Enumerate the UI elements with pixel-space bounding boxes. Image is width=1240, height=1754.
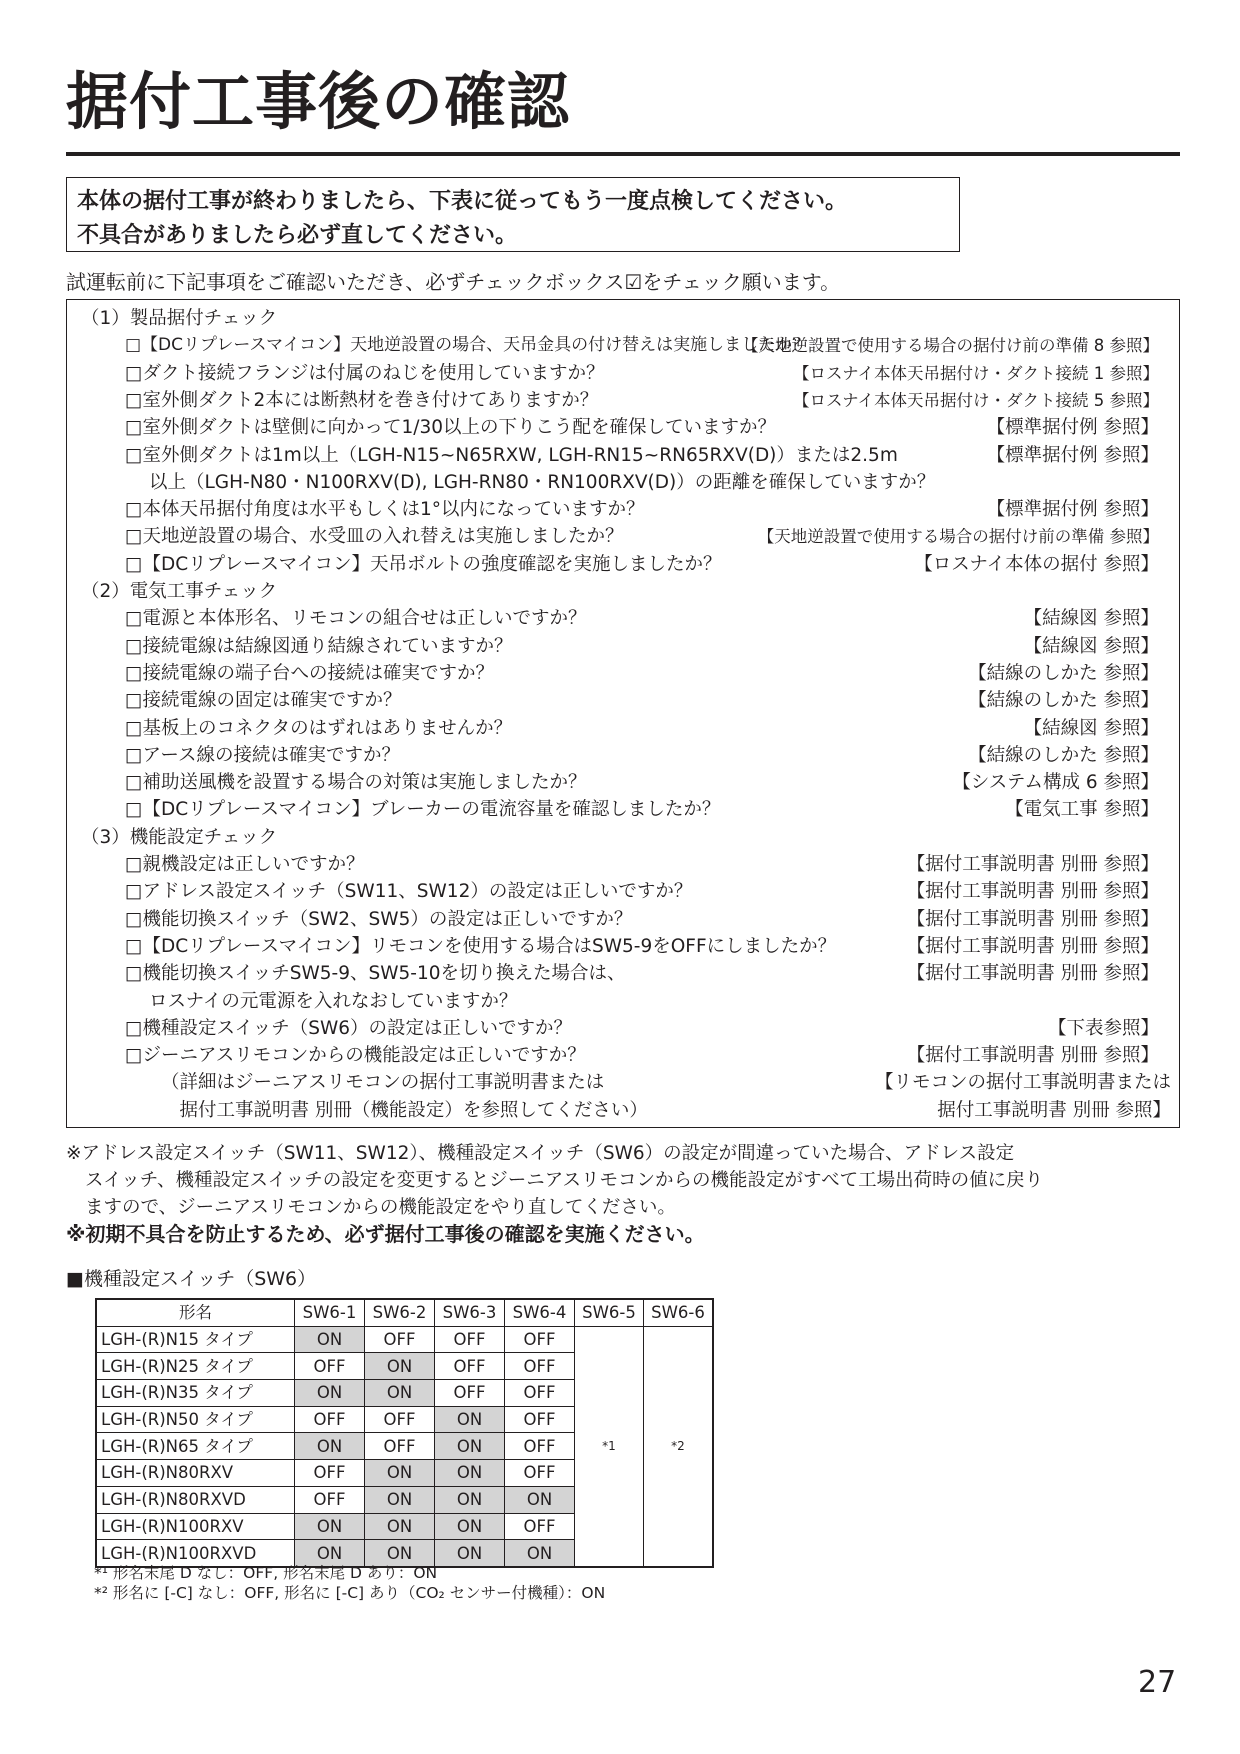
checklist-row xyxy=(67,469,1179,496)
page-title: 据付工事後の確認 xyxy=(66,65,571,138)
checklist-row xyxy=(67,906,1179,933)
switch-value-cell: ON xyxy=(505,1540,575,1567)
checklist-row xyxy=(67,715,1179,742)
model-cell: LGH-(R)N80RXV xyxy=(96,1460,295,1487)
switch-value-cell: OFF xyxy=(295,1460,365,1487)
checklist-row xyxy=(67,1069,1179,1096)
switch-value-cell: ON xyxy=(435,1460,505,1487)
column-header: SW6-4 xyxy=(505,1299,575,1326)
check-item: □室外側ダクトは壁側に向かって1/30以上の下りこう配を確保していますか？ xyxy=(125,417,777,439)
checklist-row xyxy=(67,796,1179,823)
table-row xyxy=(96,1326,713,1353)
check-item: □機種設定スイッチ（SW6）の設定は正しいですか？ xyxy=(125,1017,573,1039)
model-cell: LGH-(R)N80RXVD xyxy=(96,1486,295,1513)
check-item-continuation: 据付工事説明書 別冊（機能設定）を参照してください） xyxy=(161,1099,648,1121)
switch-value-cell: ON xyxy=(435,1513,505,1540)
checklist-row xyxy=(67,1015,1179,1042)
checklist-row xyxy=(67,660,1179,687)
section-heading: （1）製品据付チェック xyxy=(81,308,278,329)
checklist-row xyxy=(67,988,1179,1015)
switch-value-cell: ON xyxy=(365,1460,435,1487)
reference-label: 【天地逆設置で使用する場合の据付け前の準備 参照】 xyxy=(757,527,1159,547)
model-cell: LGH-(R)N15 タイプ xyxy=(96,1326,295,1353)
reference-label: 【天地逆設置で使用する場合の据付け前の準備 8 参照】 xyxy=(742,336,1159,356)
switch-value-cell: OFF xyxy=(295,1486,365,1513)
intro-box xyxy=(66,177,960,252)
table-title: ■機種設定スイッチ（SW6） xyxy=(66,1268,317,1290)
section-heading: （3）機能設定チェック xyxy=(81,826,278,848)
checklist-row xyxy=(67,851,1179,878)
model-cell: LGH-(R)N50 タイプ xyxy=(96,1406,295,1433)
switch-value-cell: OFF xyxy=(435,1353,505,1380)
check-item-continuation: （詳細はジーニアスリモコンの据付工事説明書または xyxy=(161,1072,605,1094)
pre-check-note: 試運転前に下記事項をご確認いただき、必ずチェックボックス☑をチェック願います。 xyxy=(66,270,841,294)
note-text: ますので、ジーニアスリモコンからの機能設定をやり直してください。 xyxy=(85,1197,676,1218)
switch-value-cell: OFF xyxy=(295,1353,365,1380)
switch-value-cell: ON xyxy=(435,1406,505,1433)
checklist-row xyxy=(67,578,1179,605)
checklist-row xyxy=(67,633,1179,660)
model-cell: LGH-(R)N65 タイプ xyxy=(96,1433,295,1460)
switch-value-cell: ON xyxy=(295,1326,365,1353)
check-item: □電源と本体形名、リモコンの組合せは正しいですか？ xyxy=(125,608,587,630)
switch-value-cell: OFF xyxy=(435,1326,505,1353)
notes-block xyxy=(66,1140,1180,1248)
check-item: □【DCリプレースマイコン】リモコンを使用する場合はSW5-9をOFFにしましたか？ xyxy=(125,935,837,957)
checklist-row xyxy=(67,933,1179,960)
check-item: □親機設定は正しいですか？ xyxy=(125,854,365,875)
reference-label: 据付工事説明書 別冊 参照】 xyxy=(937,1099,1171,1121)
checklist-row xyxy=(67,387,1179,414)
footnote-mark-cell: *1 xyxy=(575,1326,644,1567)
checklist-row xyxy=(67,414,1179,441)
model-cell: LGH-(R)N100RXV xyxy=(96,1513,295,1540)
model-cell: LGH-(R)N25 タイプ xyxy=(96,1353,295,1380)
reference-label: 【ロスナイ本体天吊据付け・ダクト接続 1 参照】 xyxy=(792,363,1159,383)
check-item: □ジーニアスリモコンからの機能設定は正しいですか？ xyxy=(125,1045,586,1067)
table-footnote: *² 形名に [-C] なし：OFF, 形名に [-C] あり（CO₂ センサー付機種）：ON xyxy=(94,1584,606,1602)
checklist-row xyxy=(67,360,1179,387)
column-header: SW6-5 xyxy=(575,1299,644,1326)
check-item: □室外側ダクト2本には断熱材を巻き付けてありますか？ xyxy=(125,389,599,411)
check-item: □接続電線の固定は確実ですか？ xyxy=(125,690,402,712)
reference-label: 【リモコンの据付工事説明書または xyxy=(874,1072,1171,1094)
switch-value-cell: OFF xyxy=(505,1433,575,1460)
check-item: □ダクト接続フランジは付属のねじを使用していますか？ xyxy=(125,362,605,384)
intro-line: 不具合がありましたら必ず直してください。 xyxy=(77,223,518,248)
check-item: □アドレス設定スイッチ（SW11、SW12）の設定は正しいですか？ xyxy=(125,881,693,903)
checklist-row xyxy=(67,605,1179,632)
reference-label: 【据付工事説明書 別冊 参照】 xyxy=(906,963,1159,985)
model-cell: LGH-(R)N100RXVD xyxy=(96,1540,295,1567)
checklist-row xyxy=(67,687,1179,714)
column-header: SW6-2 xyxy=(365,1299,435,1326)
switch-value-cell: OFF xyxy=(505,1353,575,1380)
reference-label: 【ロスナイ本体の据付 参照】 xyxy=(914,553,1159,575)
column-header: SW6-1 xyxy=(295,1299,365,1326)
page-number: 27 xyxy=(1138,1665,1177,1700)
reference-label: 【結線図 参照】 xyxy=(1023,608,1159,630)
switch-value-cell: ON xyxy=(365,1513,435,1540)
checklist-row xyxy=(67,1097,1179,1124)
note-text: ※アドレス設定スイッチ（SW11、SW12）、機種設定スイッチ（SW6）の設定が間違っていた場合、アドレス設定 xyxy=(66,1143,1015,1164)
reference-label: 【下表参照】 xyxy=(1047,1017,1159,1039)
check-item: □機能切換スイッチSW5-9、SW5-10を切り換えた場合は、 xyxy=(125,963,626,985)
check-item: □天地逆設置の場合、水受皿の入れ替えは実施しましたか？ xyxy=(125,526,624,548)
switch-value-cell: OFF xyxy=(505,1460,575,1487)
check-item-continuation: 以上（LGH-N80・N100RXV(D), LGH-RN80・RN100RXV(D)）の距離を確保していますか？ xyxy=(149,471,936,493)
check-item: □【DCリプレースマイコン】天地逆設置の場合、天吊金具の付け替えは実施しましたか？ xyxy=(125,335,810,356)
reference-label: 【標準据付例 参照】 xyxy=(986,444,1159,466)
switch-value-cell: OFF xyxy=(365,1326,435,1353)
checklist-row xyxy=(67,960,1179,987)
switch-value-cell: ON xyxy=(365,1540,435,1567)
reference-label: 【据付工事説明書 別冊 参照】 xyxy=(906,935,1159,957)
column-header: SW6-6 xyxy=(644,1299,714,1326)
check-item: □【DCリプレースマイコン】天吊ボルトの強度確認を実施しましたか？ xyxy=(125,553,722,575)
switch-value-cell: OFF xyxy=(505,1380,575,1407)
reference-label: 【電気工事 参照】 xyxy=(1005,799,1159,821)
check-item: □基板上のコネクタのはずれはありませんか？ xyxy=(125,717,513,739)
checklist-row xyxy=(67,523,1179,550)
switch-value-cell: OFF xyxy=(365,1433,435,1460)
reference-label: 【標準据付例 参照】 xyxy=(986,417,1159,439)
reference-label: 【結線図 参照】 xyxy=(1023,717,1159,739)
reference-label: 【結線のしかた 参照】 xyxy=(968,744,1159,766)
switch-value-cell: ON xyxy=(295,1540,365,1567)
checklist-box xyxy=(66,299,1180,1128)
reference-label: 【システム構成 6 参照】 xyxy=(952,772,1159,794)
model-cell: LGH-(R)N35 タイプ xyxy=(96,1380,295,1407)
switch-value-cell: ON xyxy=(295,1433,365,1460)
reference-label: 【据付工事説明書 別冊 参照】 xyxy=(906,854,1159,875)
switch-value-cell: ON xyxy=(365,1486,435,1513)
intro-line: 本体の据付工事が終わりましたら、下表に従ってもう一度点検してください。 xyxy=(77,189,848,214)
table-footnote: *¹ 形名末尾 D なし：OFF, 形名末尾 D あり：ON xyxy=(94,1564,438,1582)
check-item: □接続電線は結線図通り結線されていますか？ xyxy=(125,635,513,657)
column-header: 形名 xyxy=(96,1299,295,1326)
footnote-mark-cell: *2 xyxy=(644,1326,714,1567)
switch-value-cell: OFF xyxy=(505,1406,575,1433)
table-header-row xyxy=(96,1299,713,1326)
check-item: □【DCリプレースマイコン】ブレーカーの電流容量を確認しましたか？ xyxy=(125,799,721,821)
switch-value-cell: ON xyxy=(435,1433,505,1460)
switch-value-cell: ON xyxy=(295,1513,365,1540)
checklist-row xyxy=(67,742,1179,769)
switch-value-cell: ON xyxy=(505,1486,575,1513)
switch-value-cell: ON xyxy=(365,1380,435,1407)
check-item: □アース線の接続は確実ですか？ xyxy=(125,744,401,766)
switch-value-cell: ON xyxy=(435,1486,505,1513)
note-text: スイッチ、機種設定スイッチの設定を変更するとジーニアスリモコンからの機能設定がすべて工場出荷時の値に戻り xyxy=(85,1170,1044,1191)
switch-value-cell: ON xyxy=(295,1380,365,1407)
section-heading: （2）電気工事チェック xyxy=(81,581,278,602)
checklist-row xyxy=(67,332,1179,359)
reference-label: 【結線のしかた 参照】 xyxy=(968,690,1159,712)
reference-label: 【据付工事説明書 別冊 参照】 xyxy=(906,908,1159,930)
check-item: □接続電線の端子台への接続は確実ですか？ xyxy=(125,662,494,684)
sw6-table xyxy=(95,1298,714,1568)
switch-value-cell: ON xyxy=(435,1540,505,1567)
switch-value-cell: OFF xyxy=(435,1380,505,1407)
check-item: □本体天吊据付角度は水平もしくは1°以内になっていますか？ xyxy=(125,499,645,521)
reference-label: 【結線図 参照】 xyxy=(1023,635,1159,657)
checklist-row xyxy=(67,1042,1179,1069)
checklist-row xyxy=(67,551,1179,578)
reference-label: 【標準据付例 参照】 xyxy=(986,499,1159,521)
check-item: □機能切換スイッチ（SW2、SW5）の設定は正しいですか？ xyxy=(125,908,633,930)
reference-label: 【据付工事説明書 別冊 参照】 xyxy=(906,1045,1159,1067)
check-item: □補助送風機を設置する場合の対策は実施しましたか？ xyxy=(125,772,587,794)
warning-text: ※初期不具合を防止するため、必ず据付工事後の確認を実施ください。 xyxy=(66,1222,705,1246)
checklist-row xyxy=(67,442,1179,469)
switch-value-cell: OFF xyxy=(505,1326,575,1353)
switch-value-cell: OFF xyxy=(295,1406,365,1433)
checklist-row xyxy=(67,878,1179,905)
check-item: □室外側ダクトは1m以上（LGH-N15~N65RXW, LGH-RN15~RN65RXV(D)）または2.5m xyxy=(125,444,898,466)
reference-label: 【結線のしかた 参照】 xyxy=(968,662,1159,684)
check-item-continuation: ロスナイの元電源を入れなおしていますか？ xyxy=(149,990,518,1012)
checklist-row xyxy=(67,496,1179,523)
column-header: SW6-3 xyxy=(435,1299,505,1326)
checklist-row xyxy=(67,769,1179,796)
title-divider xyxy=(66,152,1180,156)
switch-value-cell: OFF xyxy=(365,1406,435,1433)
switch-value-cell: ON xyxy=(365,1353,435,1380)
reference-label: 【ロスナイ本体天吊据付け・ダクト接続 5 参照】 xyxy=(792,390,1159,410)
reference-label: 【据付工事説明書 別冊 参照】 xyxy=(906,881,1159,903)
checklist-row xyxy=(67,824,1179,851)
checklist-row xyxy=(67,305,1179,332)
switch-value-cell: OFF xyxy=(505,1513,575,1540)
